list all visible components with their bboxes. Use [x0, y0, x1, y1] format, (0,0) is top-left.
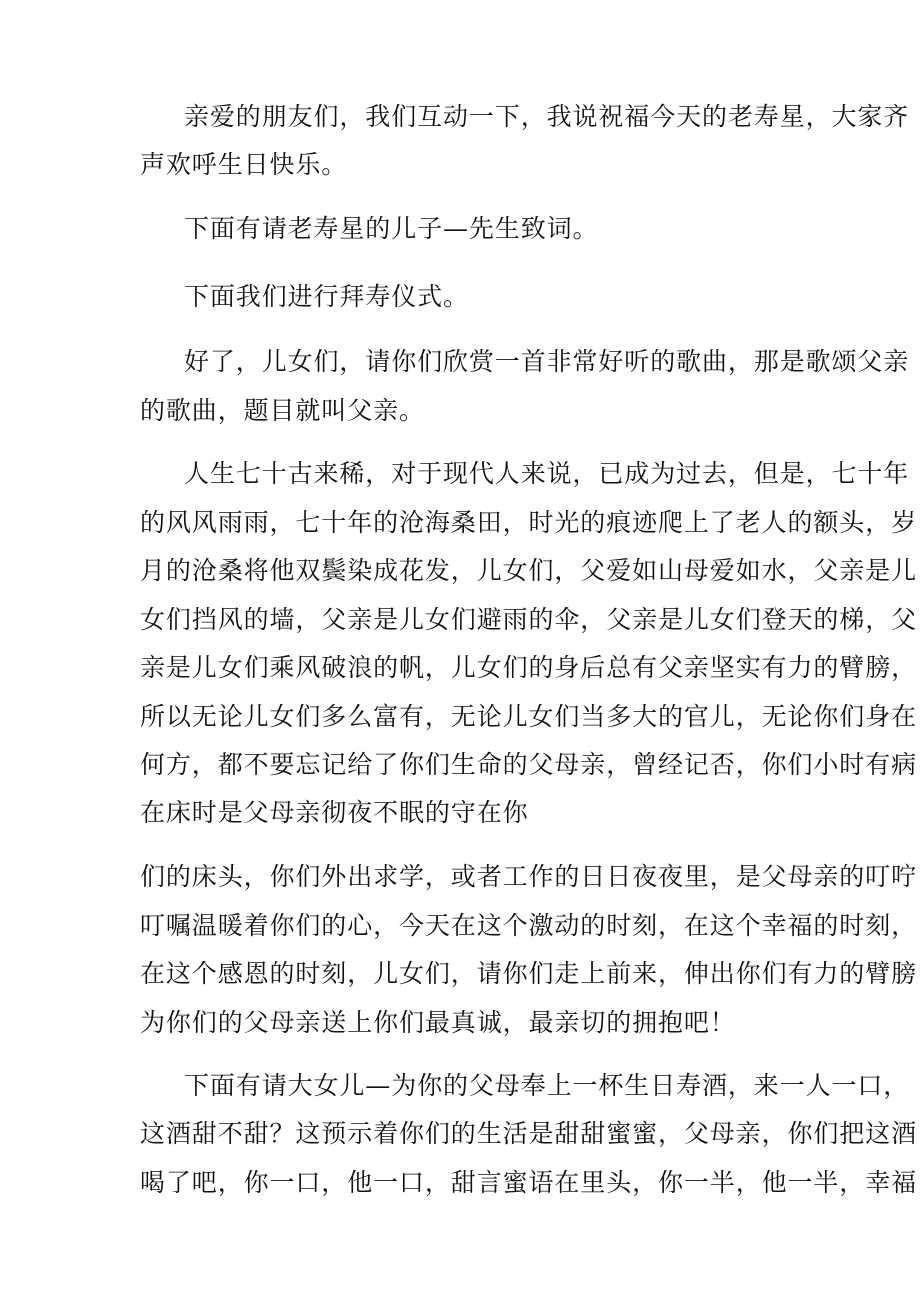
paragraph-7-line-2: 这酒甜不甜？这预示着你们的生活是甜甜蜜蜜，父母亲，你们把这酒 — [140, 1119, 918, 1148]
paragraph-6-line-4: 为你们的父母亲送上你们最真诚，最亲切的拥抱吧！ — [140, 1008, 736, 1037]
paragraph-7-line-3: 喝了吧，你一口，他一口，甜言蜜语在里头，你一半，他一半，幸福 — [140, 1168, 918, 1197]
paragraph-1-line-1: 亲爱的朋友们，我们互动一下，我说祝福今天的老寿星，大家齐 — [184, 102, 910, 131]
paragraph-5-line-2: 的风风雨雨，七十年的沧海桑田，时光的痕迹爬上了老人的额头，岁 — [140, 508, 918, 537]
paragraph-5-line-8: 在床时是父母亲彻夜不眠的守在你 — [140, 798, 529, 827]
paragraph-6-line-3: 在这个感恩的时刻，儿女们，请你们走上前来，伸出你们有力的臂膀 — [140, 959, 918, 988]
paragraph-4-line-1: 好了，儿女们，请你们欣赏一首非常好听的歌曲，那是歌颂父亲 — [184, 347, 910, 376]
paragraph-5-line-4: 女们挡风的墙，父亲是儿女们避雨的伞，父亲是儿女们登天的梯，父 — [140, 605, 918, 634]
paragraph-5-line-6: 所以无论儿女们多么富有，无论儿女们当多大的官儿，无论你们身在 — [140, 702, 918, 731]
paragraph-5-line-3: 月的沧桑将他双鬓染成花发，儿女们，父爱如山母爱如水，父亲是儿 — [140, 556, 918, 585]
paragraph-5-line-5: 亲是儿女们乘风破浪的帆，儿女们的身后总有父亲坚实有力的臂膀， — [140, 653, 918, 682]
paragraph-2-line-1: 下面有请老寿星的儿子—先生致词。 — [184, 214, 599, 243]
paragraph-5-line-7: 何方，都不要忘记给了你们生命的父母亲，曾经记否，你们小时有病 — [140, 750, 918, 779]
paragraph-5-line-1: 人生七十古来稀，对于现代人来说，已成为过去，但是，七十年 — [184, 459, 910, 488]
paragraph-6-line-2: 叮嘱温暖着你们的心，今天在这个激动的时刻，在这个幸福的时刻， — [140, 911, 918, 940]
paragraph-6-line-1: 们的床头，你们外出求学，或者工作的日日夜夜里，是父母亲的叮咛 — [140, 862, 918, 891]
paragraph-4-line-2: 的歌曲，题目就叫父亲。 — [140, 396, 425, 425]
paragraph-7-line-1: 下面有请大女儿—为你的父母奉上一杯生日寿酒，来一人一口， — [184, 1071, 910, 1100]
paragraph-3-line-1: 下面我们进行拜寿仪式。 — [184, 282, 469, 311]
paragraph-1-line-2: 声欢呼生日快乐。 — [140, 150, 348, 179]
